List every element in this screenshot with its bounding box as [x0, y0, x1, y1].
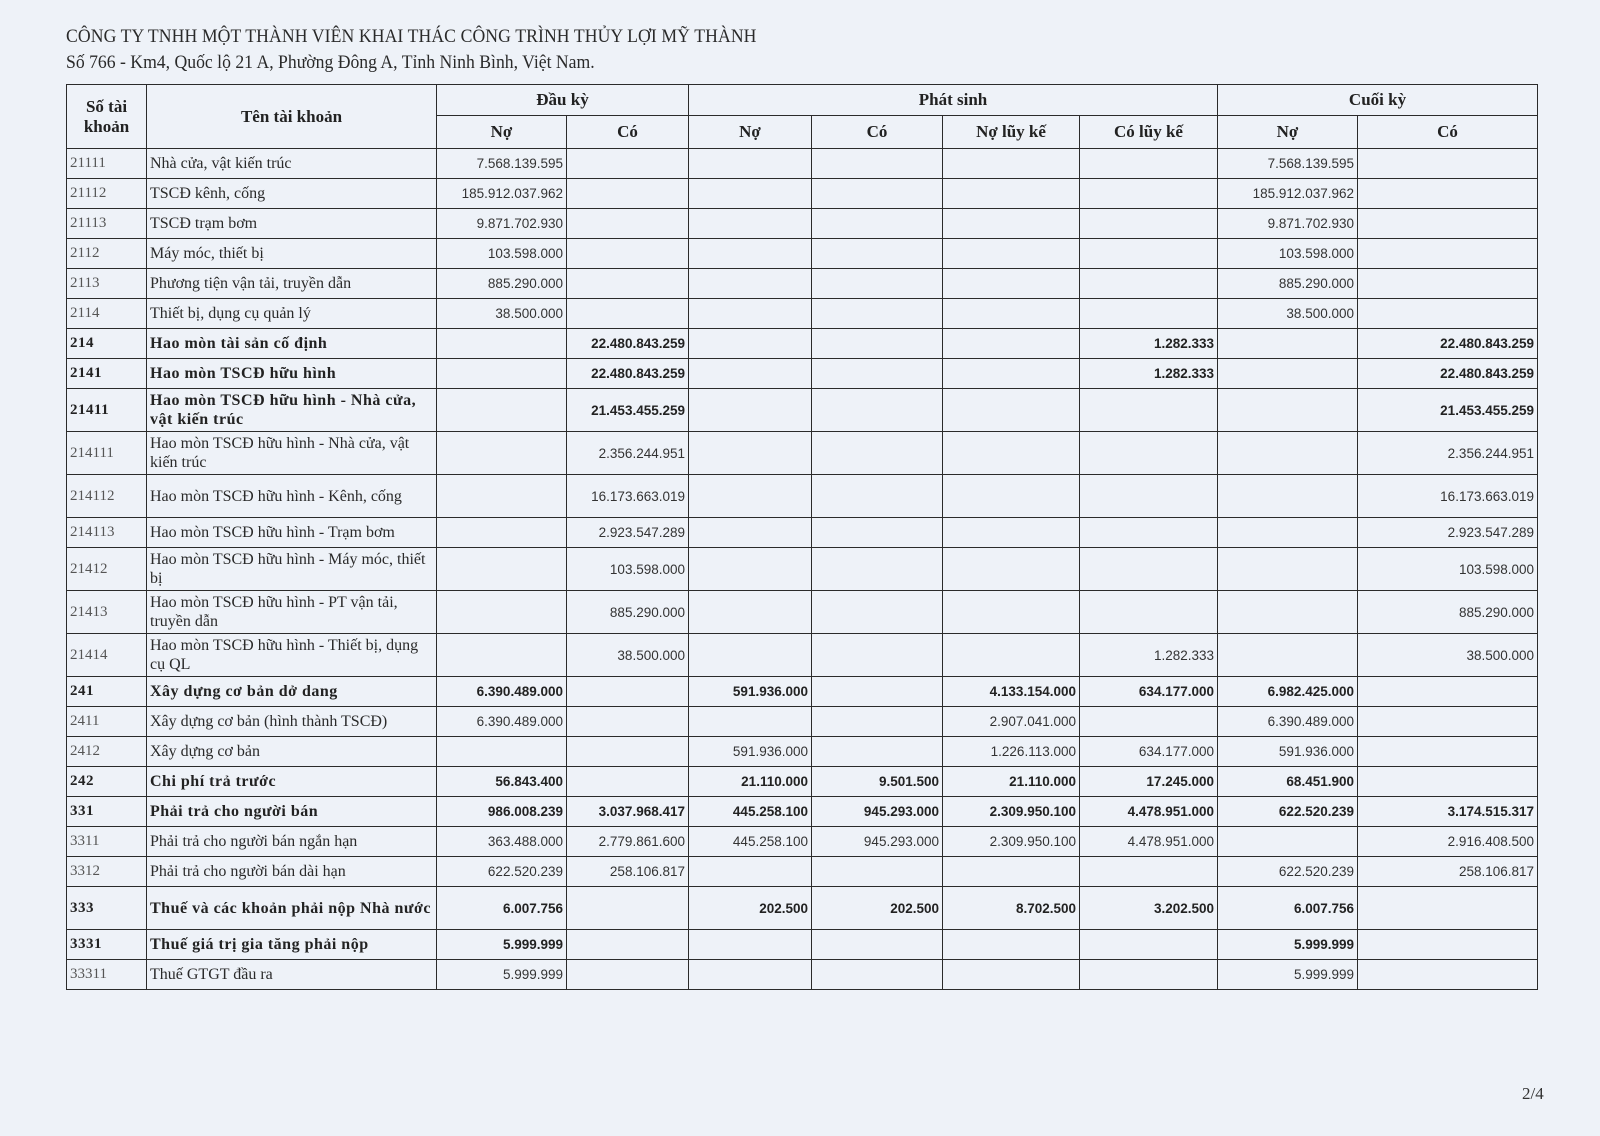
cell-debit-cumulative	[943, 359, 1080, 389]
cell-opening-debit	[437, 518, 567, 548]
cell-closing-credit	[1358, 179, 1538, 209]
cell-opening-credit: 16.173.663.019	[567, 475, 689, 518]
cell-credit-cumulative: 634.177.000	[1080, 737, 1218, 767]
account-name: Hao mòn TSCĐ hữu hình - Trạm bơm	[147, 518, 437, 548]
account-name: Thuế giá trị gia tăng phải nộp	[147, 930, 437, 960]
cell-closing-debit	[1218, 329, 1358, 359]
cell-closing-credit	[1358, 677, 1538, 707]
cell-opening-credit	[567, 677, 689, 707]
cell-closing-debit: 622.520.239	[1218, 857, 1358, 887]
header-opening-debit: Nợ	[437, 116, 567, 149]
cell-closing-credit: 2.356.244.951	[1358, 432, 1538, 475]
table-row	[67, 737, 1538, 767]
header-movement: Phát sinh	[689, 85, 1218, 116]
cell-closing-credit	[1358, 737, 1538, 767]
cell-credit-cumulative	[1080, 930, 1218, 960]
cell-movement-credit	[812, 518, 943, 548]
account-number: 242	[67, 767, 147, 797]
cell-credit-cumulative	[1080, 518, 1218, 548]
cell-opening-debit: 6.390.489.000	[437, 677, 567, 707]
cell-closing-credit	[1358, 269, 1538, 299]
cell-movement-debit	[689, 269, 812, 299]
table-row	[67, 329, 1538, 359]
cell-movement-credit	[812, 737, 943, 767]
cell-debit-cumulative: 2.309.950.100	[943, 827, 1080, 857]
header-movement-debit: Nợ	[689, 116, 812, 149]
cell-closing-credit: 885.290.000	[1358, 591, 1538, 634]
cell-opening-debit	[437, 329, 567, 359]
table-row	[67, 857, 1538, 887]
table-header	[67, 85, 1538, 149]
table-row	[67, 209, 1538, 239]
cell-opening-credit: 258.106.817	[567, 857, 689, 887]
cell-debit-cumulative	[943, 389, 1080, 432]
account-name: Nhà cửa, vật kiến trúc	[147, 149, 437, 179]
cell-debit-cumulative	[943, 548, 1080, 591]
page-number: 2/4	[1522, 1084, 1544, 1103]
cell-opening-credit	[567, 887, 689, 930]
header-opening-credit: Có	[567, 116, 689, 149]
account-name: Hao mòn tài sản cố định	[147, 329, 437, 359]
cell-opening-debit	[437, 737, 567, 767]
cell-movement-debit	[689, 432, 812, 475]
cell-debit-cumulative: 2.907.041.000	[943, 707, 1080, 737]
cell-movement-debit	[689, 239, 812, 269]
account-number: 3312	[67, 857, 147, 887]
cell-opening-debit: 38.500.000	[437, 299, 567, 329]
cell-opening-debit: 363.488.000	[437, 827, 567, 857]
table-row	[67, 359, 1538, 389]
cell-closing-credit: 22.480.843.259	[1358, 329, 1538, 359]
cell-credit-cumulative	[1080, 149, 1218, 179]
cell-movement-credit	[812, 960, 943, 990]
account-number: 2113	[67, 269, 147, 299]
header-debit-cumulative: Nợ lũy kế	[943, 116, 1080, 149]
cell-closing-debit: 6.390.489.000	[1218, 707, 1358, 737]
table-row	[67, 299, 1538, 329]
account-name: Hao mòn TSCĐ hữu hình - Kênh, cống	[147, 475, 437, 518]
cell-credit-cumulative	[1080, 548, 1218, 591]
cell-closing-debit: 5.999.999	[1218, 930, 1358, 960]
cell-opening-credit	[567, 737, 689, 767]
cell-movement-credit	[812, 389, 943, 432]
cell-movement-debit	[689, 960, 812, 990]
cell-closing-debit	[1218, 475, 1358, 518]
cell-debit-cumulative	[943, 239, 1080, 269]
cell-credit-cumulative: 4.478.951.000	[1080, 797, 1218, 827]
cell-closing-credit	[1358, 239, 1538, 269]
account-name: Hao mòn TSCĐ hữu hình - PT vận tải, truyền dẫn	[147, 591, 437, 634]
cell-opening-debit: 103.598.000	[437, 239, 567, 269]
cell-closing-debit: 6.982.425.000	[1218, 677, 1358, 707]
cell-debit-cumulative	[943, 960, 1080, 990]
cell-closing-credit: 103.598.000	[1358, 548, 1538, 591]
cell-opening-credit	[567, 767, 689, 797]
account-number: 21412	[67, 548, 147, 591]
cell-movement-credit	[812, 149, 943, 179]
account-number: 21111	[67, 149, 147, 179]
table-row	[67, 269, 1538, 299]
cell-movement-debit	[689, 857, 812, 887]
cell-movement-credit	[812, 239, 943, 269]
cell-debit-cumulative	[943, 149, 1080, 179]
cell-closing-credit	[1358, 149, 1538, 179]
table-row	[67, 475, 1538, 518]
cell-movement-debit	[689, 548, 812, 591]
account-name: TSCĐ kênh, cống	[147, 179, 437, 209]
account-number: 21414	[67, 634, 147, 677]
cell-closing-credit: 16.173.663.019	[1358, 475, 1538, 518]
cell-closing-credit: 2.923.547.289	[1358, 518, 1538, 548]
table-row	[67, 518, 1538, 548]
cell-closing-debit: 103.598.000	[1218, 239, 1358, 269]
cell-movement-credit	[812, 707, 943, 737]
cell-debit-cumulative	[943, 432, 1080, 475]
account-name: TSCĐ trạm bơm	[147, 209, 437, 239]
table-row	[67, 239, 1538, 269]
cell-movement-debit	[689, 591, 812, 634]
cell-closing-debit: 68.451.900	[1218, 767, 1358, 797]
cell-movement-debit	[689, 518, 812, 548]
cell-closing-debit: 885.290.000	[1218, 269, 1358, 299]
cell-closing-credit: 2.916.408.500	[1358, 827, 1538, 857]
table-row	[67, 707, 1538, 737]
cell-closing-debit	[1218, 389, 1358, 432]
account-name: Hao mòn TSCĐ hữu hình - Nhà cửa, vật kiến trúc	[147, 432, 437, 475]
table-row	[67, 432, 1538, 475]
cell-closing-credit: 38.500.000	[1358, 634, 1538, 677]
cell-opening-debit	[437, 389, 567, 432]
cell-movement-debit	[689, 179, 812, 209]
cell-credit-cumulative	[1080, 591, 1218, 634]
table-row	[67, 797, 1538, 827]
cell-opening-credit	[567, 930, 689, 960]
cell-opening-credit: 2.356.244.951	[567, 432, 689, 475]
document-header	[66, 26, 809, 74]
cell-credit-cumulative	[1080, 389, 1218, 432]
cell-opening-credit	[567, 960, 689, 990]
account-number: 2112	[67, 239, 147, 269]
cell-opening-debit	[437, 432, 567, 475]
table-row	[67, 179, 1538, 209]
cell-movement-debit: 21.110.000	[689, 767, 812, 797]
cell-debit-cumulative	[943, 518, 1080, 548]
cell-debit-cumulative: 1.226.113.000	[943, 737, 1080, 767]
cell-credit-cumulative: 4.478.951.000	[1080, 827, 1218, 857]
cell-opening-debit	[437, 591, 567, 634]
cell-opening-credit	[567, 269, 689, 299]
cell-credit-cumulative: 1.282.333	[1080, 359, 1218, 389]
cell-closing-debit: 591.936.000	[1218, 737, 1358, 767]
cell-closing-debit: 6.007.756	[1218, 887, 1358, 930]
cell-closing-debit: 7.568.139.595	[1218, 149, 1358, 179]
cell-opening-credit: 2.923.547.289	[567, 518, 689, 548]
cell-movement-credit: 945.293.000	[812, 797, 943, 827]
cell-credit-cumulative: 3.202.500	[1080, 887, 1218, 930]
cell-movement-credit	[812, 179, 943, 209]
header-closing-debit: Nợ	[1218, 116, 1358, 149]
cell-debit-cumulative	[943, 591, 1080, 634]
cell-movement-debit	[689, 475, 812, 518]
cell-credit-cumulative: 634.177.000	[1080, 677, 1218, 707]
cell-debit-cumulative	[943, 299, 1080, 329]
header-credit-cumulative: Có lũy kế	[1080, 116, 1218, 149]
cell-opening-debit: 622.520.239	[437, 857, 567, 887]
cell-credit-cumulative: 1.282.333	[1080, 329, 1218, 359]
cell-movement-debit: 202.500	[689, 887, 812, 930]
cell-closing-debit: 38.500.000	[1218, 299, 1358, 329]
account-number: 2411	[67, 707, 147, 737]
cell-debit-cumulative	[943, 475, 1080, 518]
account-name: Hao mòn TSCĐ hữu hình - Máy móc, thiết bị	[147, 548, 437, 591]
cell-movement-debit	[689, 707, 812, 737]
cell-movement-credit	[812, 329, 943, 359]
header-movement-credit: Có	[812, 116, 943, 149]
cell-opening-debit: 986.008.239	[437, 797, 567, 827]
cell-closing-credit: 3.174.515.317	[1358, 797, 1538, 827]
cell-credit-cumulative	[1080, 475, 1218, 518]
cell-movement-credit: 9.501.500	[812, 767, 943, 797]
cell-closing-credit	[1358, 767, 1538, 797]
account-name: Chi phí trả trước	[147, 767, 437, 797]
cell-opening-debit	[437, 359, 567, 389]
account-number: 33311	[67, 960, 147, 990]
cell-opening-credit: 22.480.843.259	[567, 359, 689, 389]
cell-closing-credit	[1358, 930, 1538, 960]
cell-closing-debit: 9.871.702.930	[1218, 209, 1358, 239]
account-name: Phải trả cho người bán	[147, 797, 437, 827]
cell-debit-cumulative: 2.309.950.100	[943, 797, 1080, 827]
cell-closing-credit	[1358, 707, 1538, 737]
cell-credit-cumulative	[1080, 209, 1218, 239]
cell-movement-credit	[812, 209, 943, 239]
account-name: Thuế và các khoản phải nộp Nhà nước	[147, 887, 437, 930]
account-name: Máy móc, thiết bị	[147, 239, 437, 269]
account-name: Hao mòn TSCĐ hữu hình - Nhà cửa, vật kiến trúc	[147, 389, 437, 432]
cell-closing-debit: 5.999.999	[1218, 960, 1358, 990]
cell-movement-debit	[689, 389, 812, 432]
cell-closing-debit	[1218, 827, 1358, 857]
table-row	[67, 960, 1538, 990]
cell-closing-credit: 21.453.455.259	[1358, 389, 1538, 432]
account-number: 3331	[67, 930, 147, 960]
cell-opening-debit: 5.999.999	[437, 960, 567, 990]
cell-closing-credit	[1358, 299, 1538, 329]
cell-closing-debit	[1218, 591, 1358, 634]
cell-opening-debit: 885.290.000	[437, 269, 567, 299]
cell-opening-debit	[437, 548, 567, 591]
account-number: 3311	[67, 827, 147, 857]
header-closing-credit: Có	[1358, 116, 1538, 149]
cell-debit-cumulative	[943, 209, 1080, 239]
account-number: 214111	[67, 432, 147, 475]
cell-closing-credit: 258.106.817	[1358, 857, 1538, 887]
cell-movement-credit	[812, 269, 943, 299]
cell-movement-credit	[812, 677, 943, 707]
cell-movement-debit: 591.936.000	[689, 677, 812, 707]
table-row	[67, 677, 1538, 707]
cell-opening-debit: 5.999.999	[437, 930, 567, 960]
account-name: Thiết bị, dụng cụ quản lý	[147, 299, 437, 329]
cell-credit-cumulative	[1080, 269, 1218, 299]
account-number: 21112	[67, 179, 147, 209]
table-row	[67, 767, 1538, 797]
cell-credit-cumulative	[1080, 179, 1218, 209]
cell-movement-debit	[689, 209, 812, 239]
cell-opening-credit	[567, 707, 689, 737]
account-number: 333	[67, 887, 147, 930]
cell-movement-debit	[689, 930, 812, 960]
cell-closing-debit	[1218, 359, 1358, 389]
table-row	[67, 634, 1538, 677]
table-row	[67, 389, 1538, 432]
account-number: 241	[67, 677, 147, 707]
cell-movement-credit	[812, 591, 943, 634]
cell-debit-cumulative	[943, 857, 1080, 887]
account-number: 2141	[67, 359, 147, 389]
cell-credit-cumulative: 17.245.000	[1080, 767, 1218, 797]
table-row	[67, 930, 1538, 960]
cell-opening-credit	[567, 209, 689, 239]
cell-movement-credit	[812, 299, 943, 329]
cell-closing-debit: 622.520.239	[1218, 797, 1358, 827]
cell-movement-credit	[812, 432, 943, 475]
cell-movement-debit	[689, 299, 812, 329]
account-number: 214	[67, 329, 147, 359]
cell-closing-debit	[1218, 518, 1358, 548]
cell-opening-credit: 103.598.000	[567, 548, 689, 591]
cell-opening-debit	[437, 475, 567, 518]
cell-closing-credit: 22.480.843.259	[1358, 359, 1538, 389]
cell-movement-credit: 945.293.000	[812, 827, 943, 857]
cell-closing-debit	[1218, 634, 1358, 677]
cell-opening-credit: 21.453.455.259	[567, 389, 689, 432]
cell-opening-debit: 7.568.139.595	[437, 149, 567, 179]
cell-debit-cumulative	[943, 269, 1080, 299]
account-name: Thuế GTGT đầu ra	[147, 960, 437, 990]
cell-opening-credit	[567, 239, 689, 269]
account-number: 21413	[67, 591, 147, 634]
cell-movement-credit	[812, 359, 943, 389]
cell-debit-cumulative	[943, 329, 1080, 359]
cell-debit-cumulative: 4.133.154.000	[943, 677, 1080, 707]
cell-closing-debit: 185.912.037.962	[1218, 179, 1358, 209]
cell-credit-cumulative	[1080, 239, 1218, 269]
cell-debit-cumulative	[943, 930, 1080, 960]
account-name: Xây dựng cơ bản (hình thành TSCĐ)	[147, 707, 437, 737]
account-name: Phải trả cho người bán ngắn hạn	[147, 827, 437, 857]
cell-closing-credit	[1358, 209, 1538, 239]
cell-movement-debit	[689, 149, 812, 179]
account-name: Xây dựng cơ bản dở dang	[147, 677, 437, 707]
cell-closing-credit	[1358, 887, 1538, 930]
cell-movement-credit	[812, 548, 943, 591]
company-name: CÔNG TY TNHH MỘT THÀNH VIÊN KHAI THÁC CÔNG TRÌNH THỦY LỢI MỸ THÀNH	[66, 26, 757, 47]
cell-credit-cumulative	[1080, 707, 1218, 737]
cell-movement-credit	[812, 930, 943, 960]
cell-opening-credit: 885.290.000	[567, 591, 689, 634]
cell-opening-credit: 22.480.843.259	[567, 329, 689, 359]
cell-movement-credit	[812, 475, 943, 518]
cell-opening-credit	[567, 299, 689, 329]
cell-closing-credit	[1358, 960, 1538, 990]
cell-credit-cumulative	[1080, 960, 1218, 990]
table-row	[67, 548, 1538, 591]
cell-opening-debit: 6.007.756	[437, 887, 567, 930]
cell-debit-cumulative	[943, 634, 1080, 677]
account-name: Hao mòn TSCĐ hữu hình	[147, 359, 437, 389]
table-body	[67, 149, 1538, 990]
header-opening: Đầu kỳ	[437, 85, 689, 116]
cell-movement-debit: 445.258.100	[689, 797, 812, 827]
cell-opening-credit	[567, 179, 689, 209]
cell-credit-cumulative: 1.282.333	[1080, 634, 1218, 677]
cell-opening-debit: 56.843.400	[437, 767, 567, 797]
cell-movement-debit	[689, 634, 812, 677]
cell-movement-debit: 591.936.000	[689, 737, 812, 767]
table-row	[67, 149, 1538, 179]
cell-movement-debit	[689, 329, 812, 359]
account-name: Phải trả cho người bán dài hạn	[147, 857, 437, 887]
account-number: 21411	[67, 389, 147, 432]
cell-movement-debit: 445.258.100	[689, 827, 812, 857]
header-account-name: Tên tài khoản	[147, 85, 437, 149]
cell-movement-debit	[689, 359, 812, 389]
cell-closing-debit	[1218, 548, 1358, 591]
cell-opening-credit: 38.500.000	[567, 634, 689, 677]
cell-opening-debit: 6.390.489.000	[437, 707, 567, 737]
cell-debit-cumulative: 21.110.000	[943, 767, 1080, 797]
account-number: 214113	[67, 518, 147, 548]
cell-movement-credit	[812, 634, 943, 677]
cell-opening-credit: 3.037.968.417	[567, 797, 689, 827]
cell-debit-cumulative: 8.702.500	[943, 887, 1080, 930]
header-account-no: Số tài khoản	[67, 85, 147, 149]
cell-credit-cumulative	[1080, 299, 1218, 329]
cell-opening-credit: 2.779.861.600	[567, 827, 689, 857]
cell-credit-cumulative	[1080, 432, 1218, 475]
cell-movement-credit: 202.500	[812, 887, 943, 930]
cell-credit-cumulative	[1080, 857, 1218, 887]
table-row	[67, 887, 1538, 930]
cell-closing-debit	[1218, 432, 1358, 475]
account-name: Xây dựng cơ bản	[147, 737, 437, 767]
cell-opening-debit: 9.871.702.930	[437, 209, 567, 239]
account-number: 2412	[67, 737, 147, 767]
trial-balance-table	[66, 84, 1538, 990]
account-number: 331	[67, 797, 147, 827]
account-name: Phương tiện vận tải, truyền dẫn	[147, 269, 437, 299]
account-number: 21113	[67, 209, 147, 239]
table-row	[67, 827, 1538, 857]
company-address: Số 766 - Km4, Quốc lộ 21 A, Phường Đông A, Tỉnh Ninh Bình, Việt Nam.	[66, 52, 595, 73]
table-row	[67, 591, 1538, 634]
cell-opening-credit	[567, 149, 689, 179]
account-name: Hao mòn TSCĐ hữu hình - Thiết bị, dụng cụ QL	[147, 634, 437, 677]
cell-movement-credit	[812, 857, 943, 887]
cell-opening-debit	[437, 634, 567, 677]
account-number: 2114	[67, 299, 147, 329]
account-number: 214112	[67, 475, 147, 518]
header-closing: Cuối kỳ	[1218, 85, 1538, 116]
cell-debit-cumulative	[943, 179, 1080, 209]
cell-opening-debit: 185.912.037.962	[437, 179, 567, 209]
